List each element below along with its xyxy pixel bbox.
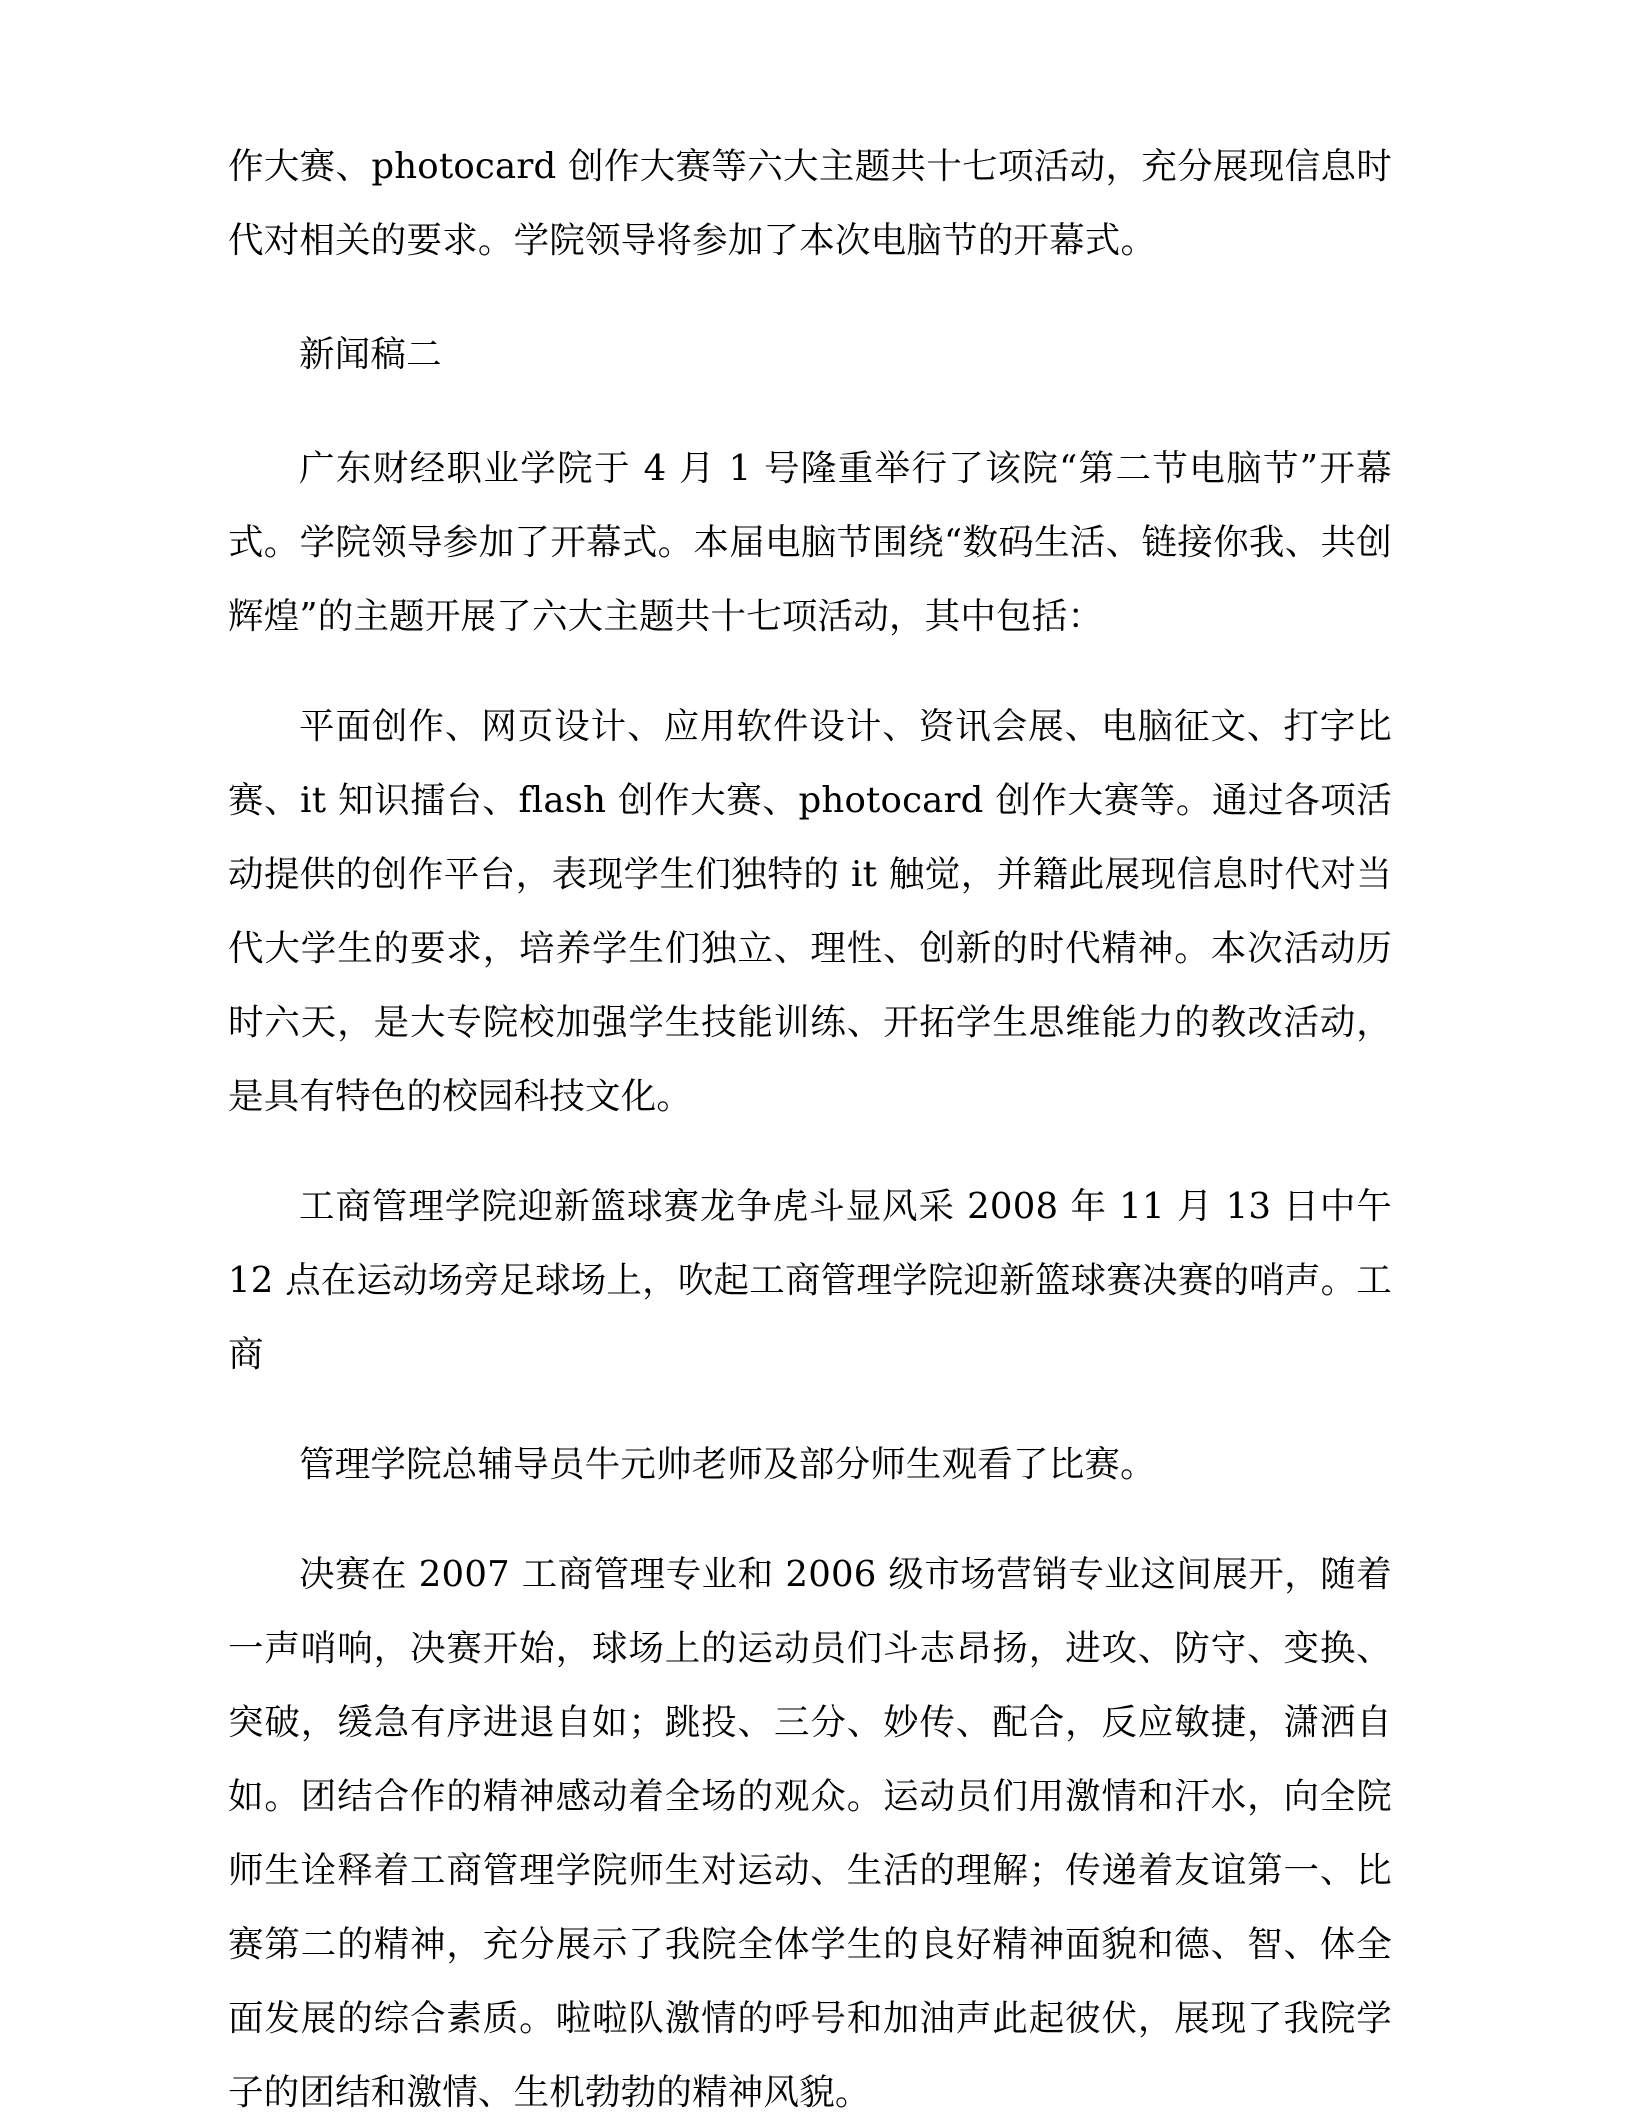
paragraph-spacer (228, 1502, 1392, 1538)
document-text-column (228, 130, 1392, 2112)
paragraph-counselor-attendance: 管理学院总辅导员牛元帅老师及部分师生观看了比赛。 (299, 1444, 1156, 1485)
paragraph-spacer (228, 392, 1392, 432)
paragraph-continuation-opening: 作大赛、photocard 创作大赛等六大主题共十七项活动，充分展现信息时代对相关的要求。学院领导将参加了本次电脑节的开幕式。 (228, 146, 1392, 261)
paragraph-final-match-description: 决赛在 2007 工商管理专业和 2006 级市场营销专业这间展开，随着一声哨响，决赛开始，球场上的运动员们斗志昂扬，进攻、防守、变换、突破，缓急有序进退自如；跳投、三分、妙传、配合，反应敏捷，潇洒自如。团结合作的精神感动着全场的观众。运动员们用激情和汗水，向全院师生诠释着工商管理学院师生对运动、生活的理解；传递着友谊第一、比赛第二的精神，充分展示了我院全体学生的良好精神面貌和德、智、体全面发展的综合素质。啦啦队激情的呼号和加油声此起彼伏，展现了我院学子的团结和激情、生机勃勃的精神风貌。 (228, 1554, 1392, 2112)
paragraph-spacer (228, 1134, 1392, 1170)
paragraph-spacer (228, 654, 1392, 690)
paragraph-spacer (228, 278, 1392, 318)
paragraph-opening-ceremony: 广东财经职业学院于 4 月 1 号隆重举行了该院“第二节电脑节”开幕式。学院领导参加了开幕式。本届电脑节围绕“数码生活、链接你我、共创辉煌”的主题开展了六大主题共十七项活动，其中包括： (228, 448, 1392, 637)
paragraph-basketball-intro: 工商管理学院迎新篮球赛龙争虎斗显风采 2008 年 11 月 13 日中午 12 点在运动场旁足球场上，吹起工商管理学院迎新篮球赛决赛的哨声。工商 (228, 1186, 1392, 1375)
paragraph-spacer (228, 1392, 1392, 1428)
paragraph-activity-list: 平面创作、网页设计、应用软件设计、资讯会展、电脑征文、打字比赛、it 知识擂台、flash 创作大赛、photocard 创作大赛等。通过各项活动提供的创作平台，表现学生们独特的 it 触觉，并籍此展现信息时代对当代大学生的要求，培养学生们独立、理性、创新的时代精神。本次活动历时六天，是大专院校加强学生技能训练、开拓学生思维能力的教改活动，是具有特色的校园科技文化。 (228, 706, 1392, 1117)
paragraph-heading-press-release-two: 新闻稿二 (299, 334, 442, 375)
